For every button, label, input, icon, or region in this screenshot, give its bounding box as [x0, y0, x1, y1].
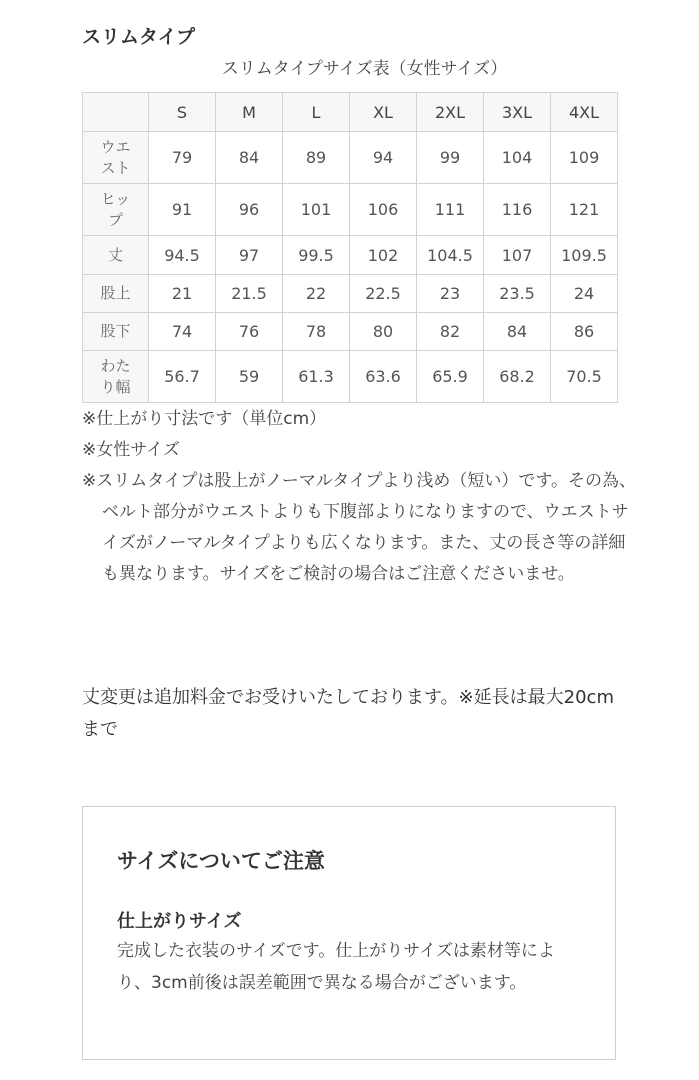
table-cell: 94: [350, 132, 417, 184]
table-cell: 61.3: [283, 351, 350, 403]
table-cell: 23.5: [484, 275, 551, 313]
table-cell: 104.5: [417, 236, 484, 275]
table-cell: 109.5: [551, 236, 618, 275]
table-cell: 59: [216, 351, 283, 403]
size-header: XL: [350, 93, 417, 132]
row-label: 股下: [83, 313, 149, 351]
size-header: L: [283, 93, 350, 132]
table-cell: 22.5: [350, 275, 417, 313]
section-title: スリムタイプ: [82, 26, 196, 48]
table-cell: 80: [350, 313, 417, 351]
row-label-line: わた: [100, 356, 131, 375]
table-cell: 97: [216, 236, 283, 275]
table-row-thigh: [83, 351, 618, 403]
row-label-line: ウエ: [100, 137, 131, 156]
table-cell: 86: [551, 313, 618, 351]
note-female: ※女性サイズ: [82, 440, 180, 460]
row-label: [83, 351, 149, 403]
size-header: S: [149, 93, 216, 132]
note-unit: ※仕上がり寸法です（単位cm）: [82, 409, 327, 429]
header-corner: [83, 93, 149, 132]
table-row-waist: [83, 132, 618, 184]
row-label-line: ヒッ: [100, 189, 131, 208]
table-cell: 107: [484, 236, 551, 275]
table-cell: 21: [149, 275, 216, 313]
row-label: 股上: [83, 275, 149, 313]
table-cell: 109: [551, 132, 618, 184]
table-cell: 21.5: [216, 275, 283, 313]
table-cell: 63.6: [350, 351, 417, 403]
note-slim-detail: ※スリムタイプは股上がノーマルタイプより浅め（短い）です。その為、ベルト部分がウエストよりも下腹部よりになりますので、ウエストサイズがノーマルタイプよりも広くなります。また、丈の長さ等の詳細も異なります。サイズをご検討の場合はご注意くださいませ。: [82, 471, 636, 584]
table-cell: 24: [551, 275, 618, 313]
table-cell: 99: [417, 132, 484, 184]
table-cell: 70.5: [551, 351, 618, 403]
table-cell: 89: [283, 132, 350, 184]
table-cell: 65.9: [417, 351, 484, 403]
size-header: 4XL: [551, 93, 618, 132]
size-caution-box: [82, 806, 616, 1060]
caution-body: 完成した衣装のサイズです。仕上がりサイズは素材等により、3cm前後は誤差範囲で異なる場合がございます。: [117, 941, 555, 993]
table-cell: 22: [283, 275, 350, 313]
table-row-length: [83, 236, 618, 275]
row-label: [83, 184, 149, 236]
table-cell: 84: [484, 313, 551, 351]
table-cell: 102: [350, 236, 417, 275]
table-row-hip: [83, 184, 618, 236]
size-header: 2XL: [417, 93, 484, 132]
table-cell: 91: [149, 184, 216, 236]
table-cell: 23: [417, 275, 484, 313]
table-cell: 99.5: [283, 236, 350, 275]
table-row-inseam: [83, 313, 618, 351]
table-cell: 104: [484, 132, 551, 184]
table-cell: 96: [216, 184, 283, 236]
row-label: 丈: [83, 236, 149, 275]
table-cell: 56.7: [149, 351, 216, 403]
table-cell: 76: [216, 313, 283, 351]
table-cell: 94.5: [149, 236, 216, 275]
table-cell: 74: [149, 313, 216, 351]
row-label-line: スト: [100, 158, 131, 177]
table-cell: 106: [350, 184, 417, 236]
table-cell: 101: [283, 184, 350, 236]
table-cell: 121: [551, 184, 618, 236]
size-header: 3XL: [484, 93, 551, 132]
size-table: [82, 92, 618, 403]
size-header: M: [216, 93, 283, 132]
row-label: [83, 132, 149, 184]
table-cell: 79: [149, 132, 216, 184]
table-cell: 84: [216, 132, 283, 184]
table-caption: スリムタイプサイズ表（女性サイズ）: [221, 59, 508, 79]
table-cell: 68.2: [484, 351, 551, 403]
table-cell: 78: [283, 313, 350, 351]
row-label-line: り幅: [100, 377, 131, 396]
table-cell: 111: [417, 184, 484, 236]
length-change-note: 丈変更は追加料金でお受けいたしております。※延長は最大20cmまで: [82, 687, 614, 740]
table-row-rise: [83, 275, 618, 313]
row-label-line: プ: [107, 210, 123, 229]
size-header-row: [83, 93, 618, 132]
caution-subtitle: 仕上がりサイズ: [117, 911, 242, 932]
caution-title: サイズについてご注意: [117, 849, 325, 873]
table-cell: 82: [417, 313, 484, 351]
table-cell: 116: [484, 184, 551, 236]
